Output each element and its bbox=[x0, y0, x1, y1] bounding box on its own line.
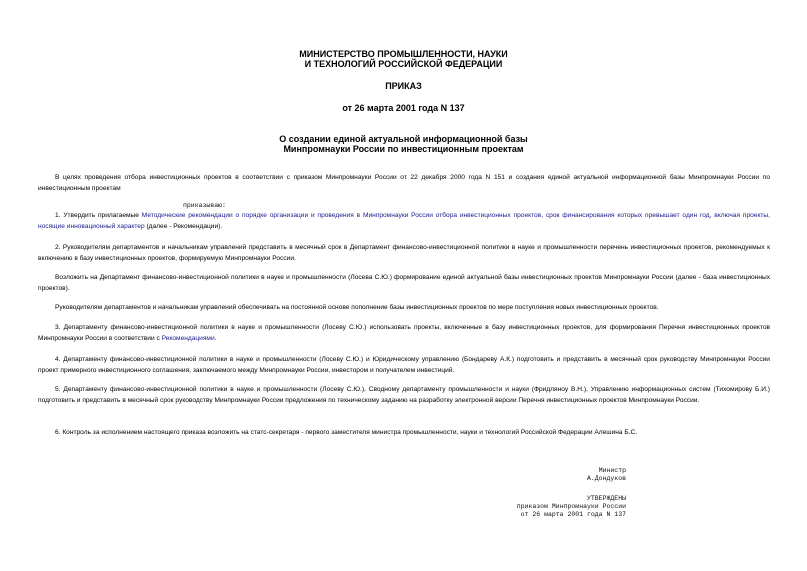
paragraph-5: 5. Департаменту финансово-инвестиционной политики в науке и промышленности (Лосеву С.Ю.), Сводному департаменту промышленности и науки (Фридляноу В.Н.), Управлению информационных систем (Тихомирову Б.И.) подготовить и представить в месячный срок руководству Минпромнауки России предложения по техническому заданию на разработку электронной версии Перечня инвестиционных проектов Минпромнауки России. bbox=[38, 386, 770, 404]
order-word: приказываю: bbox=[183, 202, 226, 209]
approval-stamp-line-3: от 26 марта 2001 года N 137 bbox=[520, 511, 626, 518]
signature-name: А.Дондуков bbox=[586, 475, 626, 482]
approval-stamp-line-2: приказом Минпромнауки России bbox=[516, 503, 626, 510]
paragraph-4: 4. Департаменту финансово-инвестиционной политики в науке и промышленности (Лосеву С.Ю.) и Юридическому управлению (Бондареву А.К.) подготовить и представить в месячный срок руководству Минпромнауки России проект примерного инвестиционного соглашения, заключаемого между Минпромнауки России, инвестором и получателем инвестиций. bbox=[38, 356, 770, 374]
recommendations-link-2[interactable]: Рекомендациями bbox=[161, 335, 215, 342]
paragraph-3-text-before: 3. Департаменту финансово-инвестиционной политики в науке и промышленности (Лосеву С.Ю.) использовать проекты, включенные в базу инвестиционных проектов, для формирования Перечня инвестиционных проектов Минпромнауки России в соответствии с bbox=[38, 324, 770, 342]
preamble-paragraph: В целях проведения отбора инвестиционных проектов в соответствии с приказом Минпромнауки России от 22 декабря 2000 года N 151 и создания единой актуальной информационной базы Минпромнауки России по инвестиционным проектам bbox=[38, 174, 770, 192]
document-type: ПРИКАЗ bbox=[385, 81, 422, 91]
ministry-name-line-1: МИНИСТЕРСТВО ПРОМЫШЛЕННОСТИ, НАУКИ bbox=[299, 49, 508, 59]
signature-position: Министр bbox=[598, 467, 626, 474]
ministry-name-line-2: И ТЕХНОЛОГИЙ РОССИЙСКОЙ ФЕДЕРАЦИИ bbox=[304, 59, 503, 69]
document-title-line-1: О создании единой актуальной информационной базы bbox=[279, 134, 528, 144]
paragraph-6: 6. Контроль за исполнением настоящего приказа возложить на статс-секретаря - первого заместителя министра промышленности, науки и технологий Российской Федерации Алешина Б.С. bbox=[55, 429, 638, 436]
paragraph-2: 2. Руководителям департаментов и начальникам управлений представить в месячный срок в Департамент финансово-инвестиционной политики в науке и промышленности перечень инвестиционных проектов, рекомендуемых к включению в базу инвестиционных проектов, формируемую Минпромнауки России. bbox=[38, 244, 770, 262]
paragraph-1 bbox=[38, 210, 770, 232]
paragraph-3 bbox=[38, 322, 770, 344]
paragraph-1-text-before: 1. Утвердить прилагаемые bbox=[55, 212, 142, 219]
paragraph-2-supplement: Руководителям департаментов и начальникам управлений обеспечивать на постоянной основе пополнение базы инвестиционных проектов по мере поступления новых инвестиционных проектов. bbox=[55, 304, 659, 311]
paragraph-1-text-after: (далее - Рекомендации). bbox=[144, 223, 223, 230]
approval-stamp-line-1: УТВЕРЖДЕНЫ bbox=[586, 495, 626, 502]
recommendations-link[interactable]: Методические рекомендации о порядке организации и проведения в Минпромнауки России отбора инвестиционных проектов, срок финансирования которых превышает один год, включая проекты, носящие инновационный характер bbox=[38, 212, 770, 230]
document-title-line-2: Минпромнауки России по инвестиционным проектам bbox=[283, 144, 524, 154]
paragraph-3-text-after: . bbox=[214, 335, 217, 342]
document-date-number: от 26 марта 2001 года N 137 bbox=[342, 103, 465, 113]
paragraph-2-continued: Возложить на Департамент финансово-инвестиционной политики в науке и промышленности (Лосева С.Ю.) формирование единой актуальной базы инвестиционных проектов Минпромнауки России (далее - база инвестиционных проектов). bbox=[38, 274, 770, 292]
